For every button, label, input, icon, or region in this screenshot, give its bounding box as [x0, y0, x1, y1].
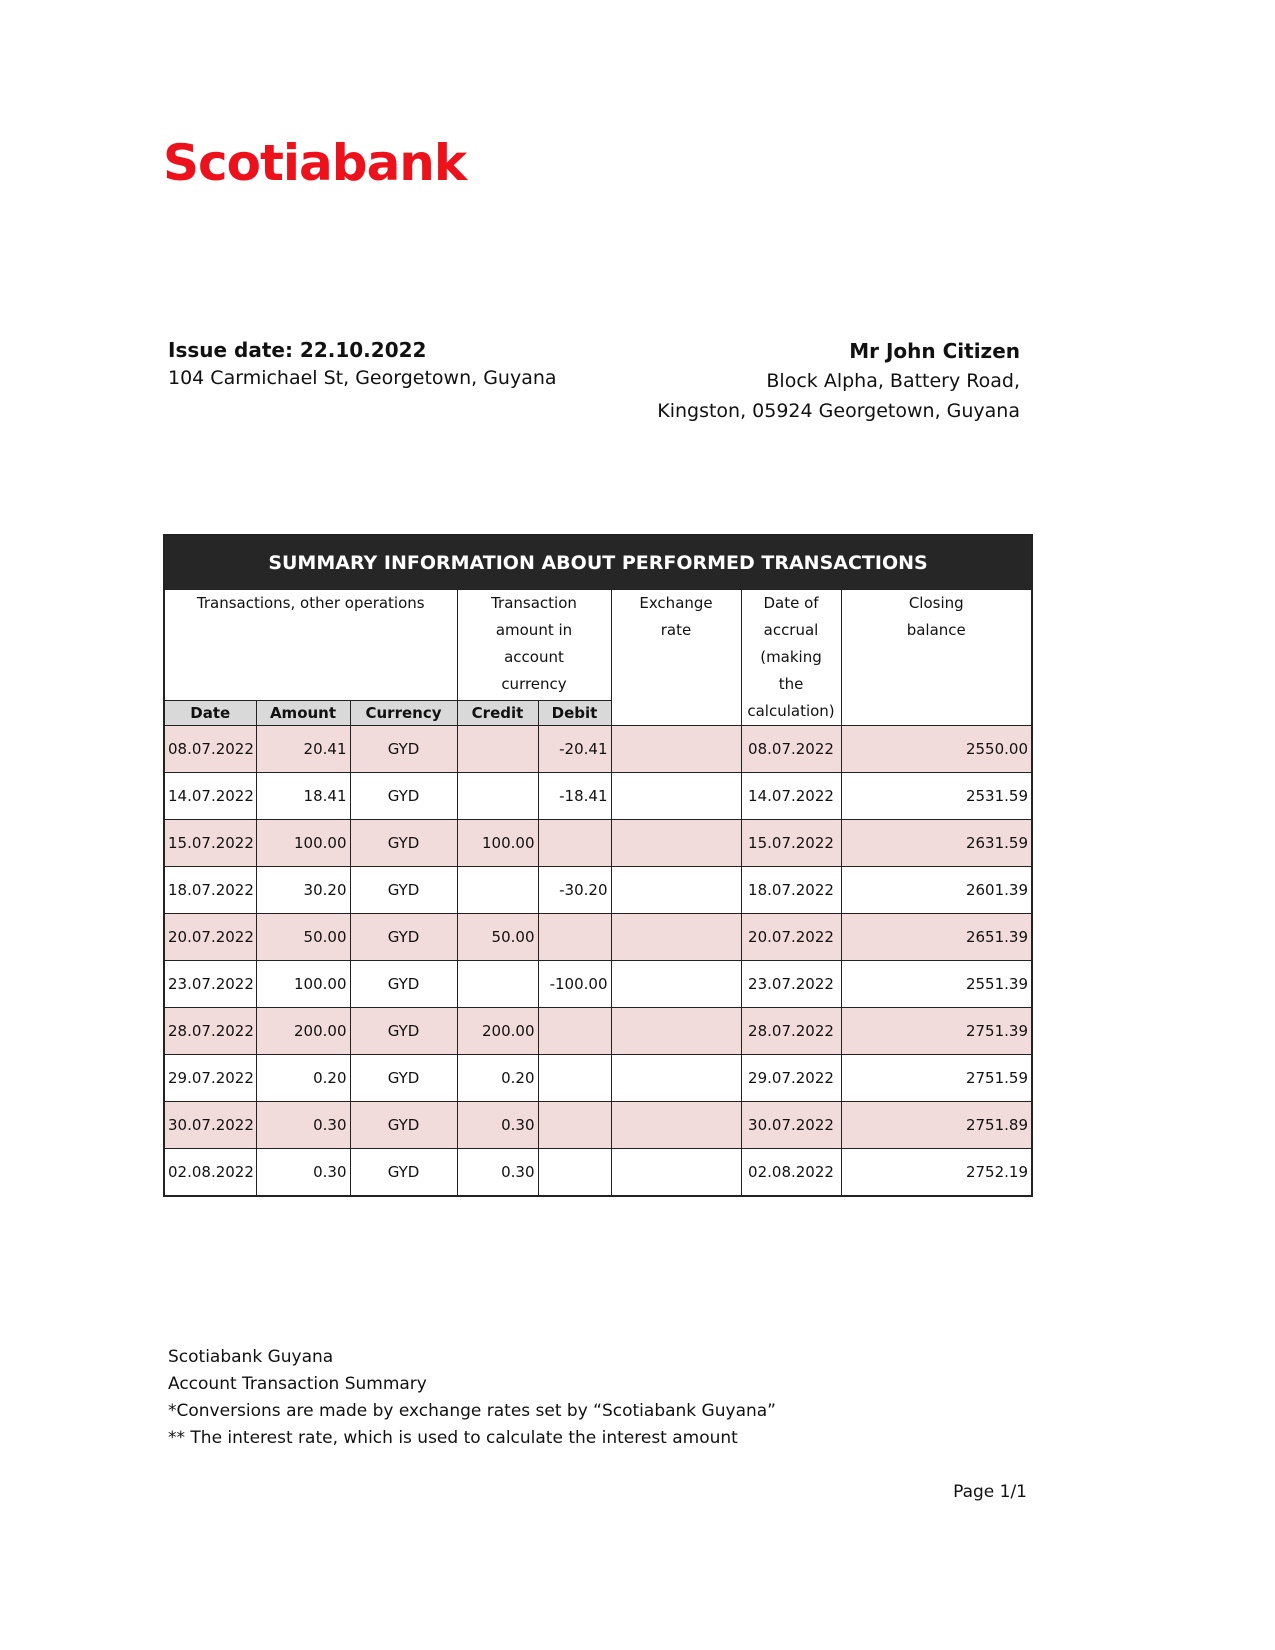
cell-date: 29.07.2022	[164, 1055, 256, 1102]
cell-debit	[538, 1055, 611, 1102]
table-title: SUMMARY INFORMATION ABOUT PERFORMED TRANSACTIONS	[164, 535, 1032, 590]
cell-date: 28.07.2022	[164, 1008, 256, 1055]
cell-accrual-date: 18.07.2022	[741, 867, 841, 914]
cell-currency: GYD	[350, 1008, 457, 1055]
col-debit-header: Debit	[538, 701, 611, 726]
cell-debit	[538, 1149, 611, 1197]
cell-accrual-date: 02.08.2022	[741, 1149, 841, 1197]
table-row	[164, 1102, 1032, 1149]
cell-date: 08.07.2022	[164, 726, 256, 773]
cell-amount: 0.30	[256, 1102, 350, 1149]
issuer-block	[168, 336, 557, 392]
cell-date: 23.07.2022	[164, 961, 256, 1008]
cell-date: 30.07.2022	[164, 1102, 256, 1149]
scotiabank-logo: Scotiabank	[163, 134, 467, 192]
group-amount-header	[457, 590, 611, 701]
cell-closing-balance: 2550.00	[841, 726, 1032, 773]
cell-credit	[457, 726, 538, 773]
cell-exchange-rate	[611, 726, 741, 773]
footer-document-name: Account Transaction Summary	[168, 1374, 427, 1394]
cell-closing-balance: 2751.39	[841, 1008, 1032, 1055]
footer-bank-name: Scotiabank Guyana	[168, 1347, 334, 1367]
cell-amount: 0.20	[256, 1055, 350, 1102]
cell-credit	[457, 867, 538, 914]
cell-credit	[457, 961, 538, 1008]
cell-amount: 100.00	[256, 820, 350, 867]
cell-closing-balance: 2651.39	[841, 914, 1032, 961]
group-transactions-header: Transactions, other operations	[164, 590, 457, 701]
cell-currency: GYD	[350, 773, 457, 820]
cell-amount: 18.41	[256, 773, 350, 820]
closing-balance-line: balance	[906, 621, 966, 639]
table-row	[164, 1008, 1032, 1055]
col-date-header: Date	[164, 701, 256, 726]
recipient-block	[657, 336, 1020, 426]
cell-closing-balance: 2751.89	[841, 1102, 1032, 1149]
cell-date: 14.07.2022	[164, 773, 256, 820]
cell-date: 02.08.2022	[164, 1149, 256, 1197]
cell-currency: GYD	[350, 726, 457, 773]
cell-accrual-date: 14.07.2022	[741, 773, 841, 820]
cell-exchange-rate	[611, 1055, 741, 1102]
cell-amount: 200.00	[256, 1008, 350, 1055]
cell-amount: 30.20	[256, 867, 350, 914]
cell-credit: 0.30	[457, 1102, 538, 1149]
cell-exchange-rate	[611, 773, 741, 820]
table-row	[164, 726, 1032, 773]
cell-date: 15.07.2022	[164, 820, 256, 867]
cell-accrual-date: 29.07.2022	[741, 1055, 841, 1102]
cell-accrual-date: 30.07.2022	[741, 1102, 841, 1149]
table-row	[164, 961, 1032, 1008]
cell-amount: 100.00	[256, 961, 350, 1008]
transactions-summary-table	[163, 534, 1033, 1197]
recipient-name: Mr John Citizen	[849, 339, 1020, 363]
cell-accrual-date: 28.07.2022	[741, 1008, 841, 1055]
cell-exchange-rate	[611, 914, 741, 961]
cell-debit	[538, 820, 611, 867]
accrual-date-header	[741, 590, 841, 726]
cell-exchange-rate	[611, 1102, 741, 1149]
accrual-date-line: the	[778, 675, 804, 693]
cell-exchange-rate	[611, 867, 741, 914]
issuer-address: 104 Carmichael St, Georgetown, Guyana	[168, 367, 557, 389]
footer-interest-note: ** The interest rate, which is used to calculate the interest amount	[168, 1428, 738, 1448]
cell-credit	[457, 773, 538, 820]
cell-credit: 0.20	[457, 1055, 538, 1102]
recipient-address-line2: Kingston, 05924 Georgetown, Guyana	[657, 400, 1020, 422]
cell-exchange-rate	[611, 820, 741, 867]
cell-debit	[538, 914, 611, 961]
cell-accrual-date: 15.07.2022	[741, 820, 841, 867]
cell-closing-balance: 2601.39	[841, 867, 1032, 914]
accrual-date-line: Date of	[763, 594, 819, 612]
cell-debit: -18.41	[538, 773, 611, 820]
cell-currency: GYD	[350, 867, 457, 914]
cell-date: 20.07.2022	[164, 914, 256, 961]
cell-amount: 20.41	[256, 726, 350, 773]
cell-credit: 50.00	[457, 914, 538, 961]
cell-accrual-date: 20.07.2022	[741, 914, 841, 961]
cell-debit: -100.00	[538, 961, 611, 1008]
page-number: Page 1/1	[953, 1482, 1027, 1502]
table-row	[164, 820, 1032, 867]
exchange-rate-header	[611, 590, 741, 726]
cell-credit: 0.30	[457, 1149, 538, 1197]
cell-accrual-date: 23.07.2022	[741, 961, 841, 1008]
table-row	[164, 773, 1032, 820]
footer-conversion-note: *Conversions are made by exchange rates set by “Scotiabank Guyana”	[168, 1401, 776, 1421]
group-amount-line: Transaction	[491, 594, 577, 612]
cell-currency: GYD	[350, 914, 457, 961]
cell-currency: GYD	[350, 1055, 457, 1102]
footer-notes	[168, 1344, 776, 1452]
table-row	[164, 867, 1032, 914]
table-row	[164, 1055, 1032, 1102]
cell-closing-balance: 2631.59	[841, 820, 1032, 867]
exchange-rate-line: rate	[660, 621, 692, 639]
group-amount-line: account	[504, 648, 564, 666]
cell-exchange-rate	[611, 961, 741, 1008]
cell-amount: 50.00	[256, 914, 350, 961]
cell-exchange-rate	[611, 1149, 741, 1197]
cell-debit	[538, 1008, 611, 1055]
cell-closing-balance: 2751.59	[841, 1055, 1032, 1102]
col-amount-header: Amount	[256, 701, 350, 726]
accrual-date-line: (making	[760, 648, 822, 666]
group-amount-line: currency	[501, 675, 567, 693]
cell-amount: 0.30	[256, 1149, 350, 1197]
cell-currency: GYD	[350, 820, 457, 867]
transactions-body	[164, 726, 1032, 1197]
group-amount-line: amount in	[495, 621, 573, 639]
col-currency-header: Currency	[350, 701, 457, 726]
closing-balance-line: Closing	[908, 594, 964, 612]
table-row	[164, 1149, 1032, 1197]
accrual-date-line: calculation)	[747, 702, 835, 720]
cell-debit	[538, 1102, 611, 1149]
cell-date: 18.07.2022	[164, 867, 256, 914]
recipient-address-line1: Block Alpha, Battery Road,	[766, 370, 1020, 392]
cell-currency: GYD	[350, 1102, 457, 1149]
cell-closing-balance: 2531.59	[841, 773, 1032, 820]
exchange-rate-line: Exchange	[639, 594, 713, 612]
cell-debit: -20.41	[538, 726, 611, 773]
cell-debit: -30.20	[538, 867, 611, 914]
accrual-date-line: accrual	[763, 621, 819, 639]
cell-credit: 100.00	[457, 820, 538, 867]
cell-accrual-date: 08.07.2022	[741, 726, 841, 773]
col-credit-header: Credit	[457, 701, 538, 726]
cell-closing-balance: 2551.39	[841, 961, 1032, 1008]
closing-balance-header	[841, 590, 1032, 726]
issue-date: Issue date: 22.10.2022	[168, 338, 427, 362]
cell-closing-balance: 2752.19	[841, 1149, 1032, 1197]
cell-currency: GYD	[350, 1149, 457, 1197]
cell-credit: 200.00	[457, 1008, 538, 1055]
cell-exchange-rate	[611, 1008, 741, 1055]
cell-currency: GYD	[350, 961, 457, 1008]
table-row	[164, 914, 1032, 961]
